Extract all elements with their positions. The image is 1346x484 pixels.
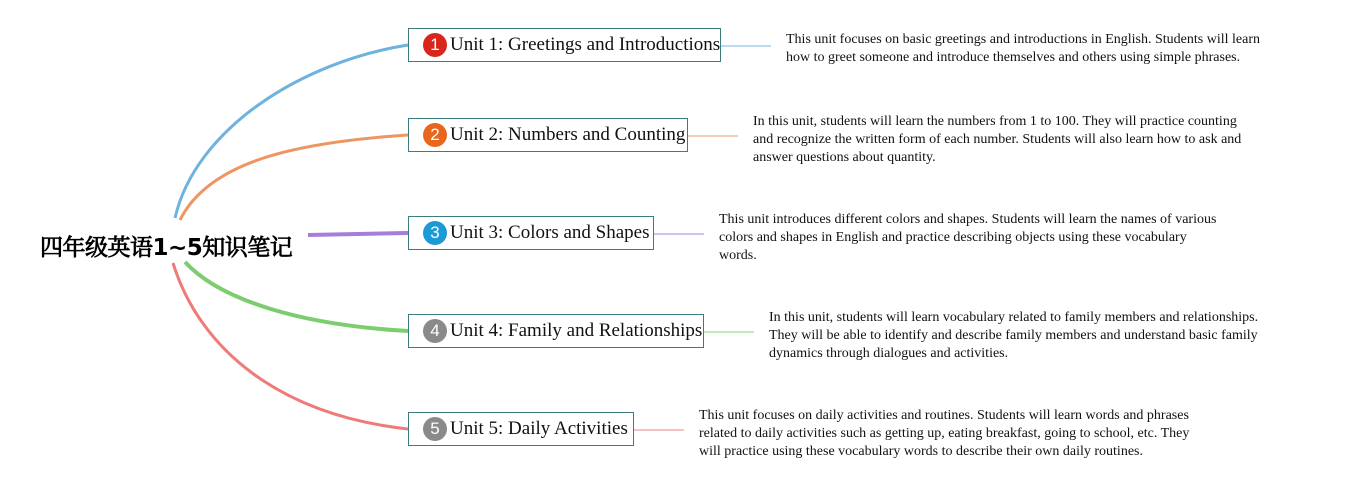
root-topic-title[interactable]: 四年级英语1~5知识笔记 <box>40 235 293 261</box>
unit-4-description: In this unit, students will learn vocabulary related to family members and relationships. They will be able to identify and describe family members and understand basic family dynamics through dialogues and activities. <box>769 310 1259 361</box>
unit-2-node[interactable] <box>408 118 688 152</box>
unit-5-node[interactable] <box>408 412 634 446</box>
unit-2-description: In this unit, students will learn the numbers from 1 to 100. They will practice counting and recognize the written form of each number. Students will also learn how to ask and answer questions about quantity. <box>753 114 1242 165</box>
unit-1-node[interactable] <box>408 28 721 62</box>
unit-3-description: This unit introduces different colors and shapes. Students will learn the names of various colors and shapes in English and practice describing objects using these vocabulary words. <box>719 212 1217 263</box>
number-4-badge-icon: 4 <box>423 319 447 343</box>
branch-line-unit-2 <box>180 135 408 220</box>
number-2-badge-icon: 2 <box>423 123 447 147</box>
unit-4-title: Unit 4: Family and Relationships <box>450 320 703 341</box>
number-5-badge-icon: 5 <box>423 417 447 441</box>
number-1-badge-icon: 1 <box>423 33 447 57</box>
branch-line-unit-4 <box>185 262 408 331</box>
branch-line-unit-5 <box>173 263 408 429</box>
branch-line-unit-3 <box>308 233 408 235</box>
unit-1-title: Unit 1: Greetings and Introductions <box>450 34 721 55</box>
number-3-badge-icon: 3 <box>423 221 447 245</box>
unit-5-description: This unit focuses on daily activities and routines. Students will learn words and phrases related to daily activities such as getting up, eating breakfast, going to school, etc. They will practice using these vocabulary words to describe their own daily routines. <box>699 408 1190 459</box>
unit-4-node[interactable] <box>408 314 704 348</box>
unit-3-title: Unit 3: Colors and Shapes <box>450 222 650 243</box>
unit-5-title: Unit 5: Daily Activities <box>450 418 628 439</box>
branch-line-unit-1 <box>175 45 408 218</box>
unit-2-title: Unit 2: Numbers and Counting <box>450 124 686 145</box>
unit-1-description: This unit focuses on basic greetings and introductions in English. Students will learn how to greet someone and introduce themselves and others using simple phrases. <box>786 32 1260 65</box>
unit-3-node[interactable] <box>408 216 654 250</box>
